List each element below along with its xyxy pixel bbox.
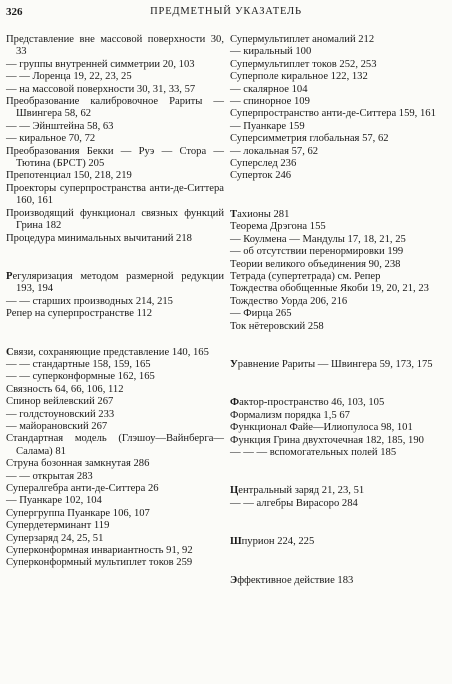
index-entry-text: егуляризация методом размерной редукции 193, 194 (12, 270, 224, 295)
index-entry-text: Представление вне массовой поверхности 30, 33 (6, 34, 224, 58)
index-entry-text: — Пуанкаре 159 (230, 120, 305, 132)
index-entry-text: — киральное 70, 72 (6, 133, 96, 145)
section-gap (230, 183, 448, 209)
index-entry-text: пурион 224, 225 (241, 536, 315, 548)
index-entry (230, 234, 448, 246)
page-number: 326 (6, 6, 23, 18)
index-entry-text: Связность 64, 66, 106, 112 (6, 383, 124, 395)
section-letter: Э (230, 574, 238, 586)
section-gap (230, 333, 448, 359)
section-gap (230, 459, 448, 485)
index-entry-text: Тетрада (супертетрада) см. Репер (230, 270, 381, 282)
index-entry (230, 498, 448, 510)
index-entry-text: — — открытая 283 (6, 470, 93, 482)
index-entry (6, 483, 224, 495)
index-entry (230, 321, 448, 333)
index-entry-text: ентральный заряд 21, 23, 51 (238, 485, 365, 497)
index-entry-text: — Коулмена — Мандулы 17, 18, 21, 25 (230, 233, 406, 245)
index-entry-text: — группы внутренней симметрии 20, 103 (6, 58, 195, 70)
index-entry-text: — на массовой поверхности 30, 31, 33, 57 (6, 83, 196, 95)
index-entry-text: Преобразования Бекки — Руэ — Стора — Тютина (БРСТ) 205 (6, 145, 224, 170)
index-entry (230, 410, 448, 422)
index-entry-text: Формализм порядка 1,5 67 (230, 409, 350, 421)
index-entry (230, 46, 448, 58)
index-entry-text: Производящий функционал связных функций Грина 182 (6, 207, 224, 232)
index-entry-text: Тождество Уорда 206, 216 (230, 295, 348, 307)
index-entry-text: Суперконформная инвариантность 91, 92 (6, 545, 193, 557)
index-entry (6, 471, 224, 483)
section-letter: У (230, 358, 238, 370)
index-entry (230, 221, 448, 233)
index-entry-text: — — суперконформные 162, 165 (6, 371, 155, 383)
index-entry (6, 458, 224, 470)
index-entry-text: ахионы 281 (237, 208, 290, 220)
index-entry (6, 121, 224, 133)
index-entry-text: Суперзаряд 24, 25, 51 (6, 532, 104, 544)
index-entry (230, 575, 448, 587)
index-entry-text: Функция Грина двухточечная 182, 185, 190 (230, 434, 424, 446)
section-letter: Ш (230, 536, 242, 548)
index-entry (230, 146, 448, 158)
index-entry (6, 59, 224, 71)
section-letter: С (6, 346, 14, 358)
index-entry (6, 271, 224, 296)
index-entry (6, 96, 224, 121)
page-title: ПРЕДМЕТНЫЙ УКАЗАТЕЛЬ (150, 6, 302, 17)
index-entry-text: — — стандартные 158, 159, 165 (6, 358, 151, 370)
page-header (6, 6, 446, 20)
index-entry (6, 133, 224, 145)
index-entry (6, 557, 224, 569)
index-entry (230, 71, 448, 83)
index-entry (230, 259, 448, 271)
index-entry-text: Струна бозонная замкнутая 286 (6, 458, 150, 470)
index-entry (230, 34, 448, 46)
index-entry (6, 545, 224, 557)
index-entry-text: Суперслед 236 (230, 158, 297, 170)
index-entry-text: Теории великого объединения 90, 238 (230, 258, 401, 270)
index-entry-text: — Пуанкаре 102, 104 (6, 495, 102, 507)
index-entry-text: ффективное действие 183 (237, 574, 354, 586)
section-gap (230, 510, 448, 536)
index-entry-text: Супермультиплет аномалий 212 (230, 34, 375, 45)
index-entry-text: — — — вспомогательных полей 185 (230, 446, 397, 458)
index-entry (230, 133, 448, 145)
index-entry (230, 158, 448, 170)
index-entry-text: Репер на суперпространстве 112 (6, 308, 153, 320)
index-entry-text: Тождества обобщенные Якоби 19, 20, 21, 23 (230, 283, 429, 295)
index-entry (6, 520, 224, 532)
index-entry-text: — скалярное 104 (230, 83, 308, 95)
index-entry-text: — — Эйнштейна 58, 63 (6, 120, 114, 132)
index-entry (6, 296, 224, 308)
index-entry-text: Проекторы суперпространства анти-де-Ситтера 160, 161 (6, 182, 224, 207)
index-entry (230, 246, 448, 258)
index-entry (230, 283, 448, 295)
index-entry (6, 495, 224, 507)
index-entry-text: Суперпространство анти-де-Ситтера 159, 161 (230, 108, 436, 120)
index-entry (230, 435, 448, 447)
index-entry (6, 508, 224, 520)
index-entry-text: — киральный 100 (230, 46, 312, 58)
index-entry (6, 533, 224, 545)
index-entry-text: Ток нётеровский 258 (230, 320, 324, 332)
index-entry-text: — об отсутствии перенормировки 199 (230, 246, 404, 258)
index-entry (230, 59, 448, 71)
section-gap (6, 245, 224, 271)
index-entry (6, 384, 224, 396)
index-entry (230, 536, 448, 548)
index-entry-text: — — Лоренца 19, 22, 23, 25 (6, 71, 132, 83)
index-entry-text: — локальная 57, 62 (230, 145, 319, 157)
index-entry-text: равнение Рариты — Швингера 59, 173, 175 (237, 358, 433, 370)
index-entry-text: Супергруппа Пуанкаре 106, 107 (6, 507, 150, 519)
index-entry (6, 183, 224, 208)
section-letter: Т (230, 208, 238, 220)
index-entry (6, 84, 224, 96)
index-entry (6, 421, 224, 433)
index-entry (6, 347, 224, 359)
index-entry-text: — — старших производных 214, 215 (6, 295, 173, 307)
index-entry-text: Теорема Дрэгона 155 (230, 221, 326, 233)
index-entry (230, 308, 448, 320)
section-letter: Р (6, 270, 13, 282)
index-entry (6, 233, 224, 245)
section-letter: Ц (230, 485, 239, 497)
index-entry-text: — спинорное 109 (230, 96, 310, 108)
index-entry (230, 96, 448, 108)
index-entry-text: Преобразование калибровочное Рариты — Швингера 58, 62 (6, 96, 224, 120)
index-entry (230, 422, 448, 434)
index-column-left (6, 34, 224, 570)
index-entry-text: актор-пространство 46, 103, 105 (239, 397, 385, 409)
index-entry-text: Суперток 246 (230, 170, 292, 182)
index-entry (230, 485, 448, 497)
index-entry (6, 208, 224, 233)
index-entry-text: Стандартная модель (Глэшоу—Вайнберга—Салама) 81 (6, 433, 224, 457)
index-entry-text: Функционал Файе—Илиопулоса 98, 101 (230, 422, 413, 434)
index-entry (6, 359, 224, 371)
index-entry (6, 396, 224, 408)
index-entry-text: Спинор вейлевский 267 (6, 396, 114, 408)
index-entry-text: вязи, сохраняющие представление 140, 165 (13, 346, 209, 358)
index-entry-text: Супердетерминант 119 (6, 520, 110, 532)
index-entry-text: — Фирца 265 (230, 308, 292, 320)
index-entry (230, 271, 448, 283)
section-gap (6, 321, 224, 347)
index-entry (6, 371, 224, 383)
index-entry (230, 397, 448, 409)
index-entry-text: Суперсимметрия глобальная 57, 62 (230, 133, 389, 145)
index-entry (6, 71, 224, 83)
index-entry (6, 34, 224, 59)
index-entry-text: Препотенциал 150, 218, 219 (6, 170, 132, 182)
section-letter: Ф (230, 397, 240, 409)
index-entry-text: — майорановский 267 (6, 420, 108, 432)
index-column-right (230, 34, 448, 587)
index-entry (6, 409, 224, 421)
index-entry (230, 296, 448, 308)
index-entry-text: Суперконформный мультиплет токов 259 (6, 557, 193, 569)
index-entry (230, 84, 448, 96)
index-entry (230, 209, 448, 221)
index-entry (230, 447, 448, 459)
index-entry-text: Супермультиплет токов 252, 253 (230, 58, 377, 70)
index-entry-text: Суперполе киральное 122, 132 (230, 71, 368, 83)
index-entry (230, 170, 448, 182)
section-gap (230, 371, 448, 397)
index-entry (230, 359, 448, 371)
index-entry (230, 108, 448, 120)
index-entry (6, 433, 224, 458)
index-entry (6, 308, 224, 320)
section-gap (230, 549, 448, 575)
index-entry (230, 121, 448, 133)
index-entry (6, 170, 224, 182)
index-entry-text: Супералгебра анти-де-Ситтера 26 (6, 483, 159, 494)
index-entry-text: Процедура минимальных вычитаний 218 (6, 232, 192, 244)
index-entry (6, 146, 224, 171)
index-entry-text: — голдстоуновский 233 (6, 408, 115, 420)
index-entry-text: — — алгебры Вирасоро 284 (230, 497, 358, 509)
